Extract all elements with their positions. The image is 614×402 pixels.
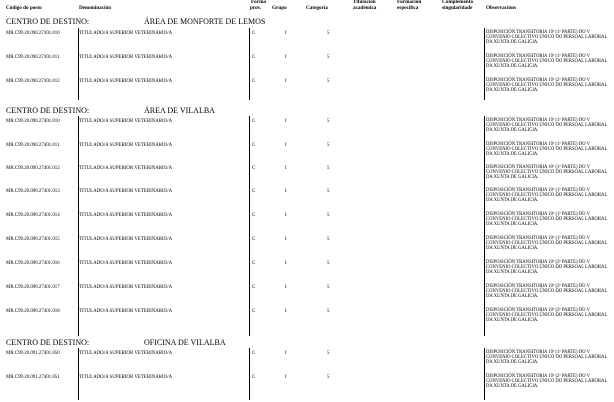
cell-forma-prov: C (252, 119, 256, 124)
section-heading (6, 338, 226, 347)
column-rule (78, 116, 79, 336)
cell-categoria: 5 (327, 237, 330, 242)
cell-denominacion: TITULADO/A SUPERIOR VETERINARIO/A (79, 237, 173, 242)
cell-grupo: I (285, 285, 287, 290)
cell-grupo: I (285, 119, 287, 124)
header-titulacion-2: académica (353, 5, 377, 11)
cell-categoria: 5 (327, 261, 330, 266)
cell-denominacion: TITULADO/A SUPERIOR VETERINARIO/A (79, 213, 173, 218)
column-rule (78, 28, 79, 100)
cell-denominacion: TITULADO/A SUPERIOR VETERINARIO/A (79, 375, 173, 380)
header-complemento-2: singularidade (442, 5, 473, 11)
cell-categoria: 5 (327, 213, 330, 218)
cell-forma-prov: C (252, 237, 256, 242)
cell-observacions: DISPOSICIÓN TRANSITORIA 10ª (1ª PARTE) DO V CONVENIO COLECTIVO ÚNICO DO PERSOAL LABORAL DA XUNTA DE GALICIA. (486, 165, 608, 181)
cell-denominacion: TITULADO/A SUPERIOR VETERINARIO/A (79, 309, 173, 314)
cell-denominacion: TITULADO/A SUPERIOR VETERINARIO/A (79, 285, 173, 290)
cell-grupo: I (285, 261, 287, 266)
cell-observacions: DISPOSICIÓN TRANSITORIA 10ª (1ª PARTE) DO V CONVENIO COLECTIVO ÚNICO DO PERSOAL LABORAL DA XUNTA DE GALICIA. (486, 30, 608, 46)
cell-grupo: I (285, 143, 287, 148)
column-rule (484, 28, 485, 100)
cell-forma-prov: C (252, 309, 256, 314)
cell-grupo: I (285, 55, 287, 60)
section-prefix: CENTRO DE DESTINO: (6, 338, 90, 347)
cell-observacions: DISPOSICIÓN TRANSITORIA 10ª (2ª PARTE) DO V CONVENIO COLECTIVO ÚNICO DO PERSOAL LABORAL DA XUNTA DE GALICIA. (486, 78, 608, 94)
column-rule (249, 116, 250, 336)
cell-categoria: 5 (327, 55, 330, 60)
cell-grupo: I (285, 189, 287, 194)
cell-codigo: MR.C99.20.090.27401.010 (6, 119, 60, 124)
cell-observacions: DISPOSICIÓN TRANSITORIA 10ª (1ª PARTE) DO V CONVENIO COLECTIVO ÚNICO DO PERSOAL LABORAL DA XUNTA DE GALICIA. (486, 212, 608, 228)
cell-denominacion: TITULADO/A SUPERIOR VETERINARIO/A (79, 31, 173, 36)
cell-forma-prov: C (252, 55, 256, 60)
column-rule (249, 348, 250, 400)
cell-observacions: DISPOSICIÓN TRANSITORIA 10ª (1ª PARTE) DO V CONVENIO COLECTIVO ÚNICO DO PERSOAL LABORAL DA XUNTA DE GALICIA. (486, 54, 608, 70)
header-forma-prov-2: prov. (250, 5, 262, 11)
header-formacion-1: Formación (397, 0, 422, 5)
cell-observacions: DISPOSICIÓN TRANSITORIA 10ª (1ª PARTE) DO V CONVENIO COLECTIVO ÚNICO DO PERSOAL LABORAL DA XUNTA DE GALICIA. (486, 350, 608, 366)
header-titulacion-1: Titulación (353, 0, 376, 5)
header-observacions: Observacións (486, 5, 516, 11)
cell-observacions: DISPOSICIÓN TRANSITORIA 10ª (2ª PARTE) DO V CONVENIO COLECTIVO ÚNICO DO PERSOAL LABORAL DA XUNTA DE GALICIA. (486, 260, 608, 276)
cell-categoria: 5 (327, 79, 330, 84)
header-complemento-1: Complemento (442, 0, 474, 5)
cell-grupo: I (285, 166, 287, 171)
cell-grupo: I (285, 213, 287, 218)
section-name: ÁREA DE MONFORTE DE LEMOS (144, 17, 266, 26)
cell-observacions: DISPOSICIÓN TRANSITORIA 10ª (2ª PARTE) DO V CONVENIO COLECTIVO ÚNICO DO PERSOAL LABORAL DA XUNTA DE GALICIA. (486, 374, 608, 390)
cell-grupo: I (285, 309, 287, 314)
cell-observacions: DISPOSICIÓN TRANSITORIA 10ª (1ª PARTE) DO V CONVENIO COLECTIVO ÚNICO DO PERSOAL LABORAL DA XUNTA DE GALICIA. (486, 142, 608, 158)
cell-forma-prov: C (252, 189, 256, 194)
column-rule (484, 348, 485, 400)
cell-categoria: 5 (327, 166, 330, 171)
cell-observacions: DISPOSICIÓN TRANSITORIA 10ª (2ª PARTE) DO V CONVENIO COLECTIVO ÚNICO DO PERSOAL LABORAL DA XUNTA DE GALICIA. (486, 284, 608, 300)
cell-categoria: 5 (327, 375, 330, 380)
column-rule (484, 116, 485, 336)
cell-categoria: 5 (327, 285, 330, 290)
header-codigo: Código do posto (6, 5, 42, 11)
cell-observacions: DISPOSICIÓN TRANSITORIA 10ª (1ª PARTE) DO V CONVENIO COLECTIVO ÚNICO DO PERSOAL LABORAL DA XUNTA DE GALICIA. (486, 118, 608, 134)
section-name: ÁREA DE VILALBA (144, 106, 215, 115)
column-rule (249, 28, 250, 100)
cell-denominacion: TITULADO/A SUPERIOR VETERINARIO/A (79, 143, 173, 148)
cell-categoria: 5 (327, 189, 330, 194)
cell-categoria: 5 (327, 31, 330, 36)
cell-denominacion: TITULADO/A SUPERIOR VETERINARIO/A (79, 261, 173, 266)
cell-denominacion: TITULADO/A SUPERIOR VETERINARIO/A (79, 166, 173, 171)
cell-forma-prov: C (252, 213, 256, 218)
cell-forma-prov: C (252, 31, 256, 36)
section-prefix: CENTRO DE DESTINO: (6, 17, 90, 26)
header-formacion-2: específica (397, 5, 419, 11)
cell-grupo: I (285, 79, 287, 84)
cell-grupo: I (285, 375, 287, 380)
cell-observacions: DISPOSICIÓN TRANSITORIA 10ª (2ª PARTE) DO V CONVENIO COLECTIVO ÚNICO DO PERSOAL LABORAL DA XUNTA DE GALICIA. (486, 308, 608, 324)
cell-grupo: I (285, 31, 287, 36)
cell-observacions: DISPOSICIÓN TRANSITORIA 10ª (1ª PARTE) DO V CONVENIO COLECTIVO ÚNICO DO PERSOAL LABORAL DA XUNTA DE GALICIA. (486, 188, 608, 204)
header-grupo: Grupo (272, 5, 287, 11)
cell-categoria: 5 (327, 351, 330, 356)
cell-grupo: I (285, 237, 287, 242)
cell-forma-prov: C (252, 79, 256, 84)
cell-grupo: I (285, 351, 287, 356)
cell-forma-prov: C (252, 143, 256, 148)
header-denominacion: Denominación (79, 5, 111, 11)
cell-codigo: MR.C99.20.091.27401.050 (6, 351, 60, 356)
section-name: OFICINA DE VILALBA (144, 338, 226, 347)
section-heading (6, 17, 266, 26)
cell-codigo: MR.C99.20.090.27401.013 (6, 189, 60, 194)
cell-forma-prov: C (252, 285, 256, 290)
cell-codigo: MR.C99.20.090.27301.012 (6, 79, 60, 84)
cell-categoria: 5 (327, 119, 330, 124)
cell-denominacion: TITULADO/A SUPERIOR VETERINARIO/A (79, 351, 173, 356)
cell-denominacion: TITULADO/A SUPERIOR VETERINARIO/A (79, 189, 173, 194)
cell-codigo: MR.C99.20.091.27401.051 (6, 375, 60, 380)
cell-codigo: MR.C99.20.090.27401.018 (6, 309, 60, 314)
header-categoria: Categoría (306, 5, 328, 11)
section-heading (6, 106, 215, 115)
cell-denominacion: TITULADO/A SUPERIOR VETERINARIO/A (79, 55, 173, 60)
header-forma-prov-1: Forma (251, 0, 266, 5)
cell-codigo: MR.C99.20.090.27301.011 (6, 55, 60, 60)
cell-denominacion: TITULADO/A SUPERIOR VETERINARIO/A (79, 79, 173, 84)
section-prefix: CENTRO DE DESTINO: (6, 106, 90, 115)
cell-codigo: MR.C99.20.090.27401.011 (6, 143, 60, 148)
cell-forma-prov: C (252, 166, 256, 171)
cell-denominacion: TITULADO/A SUPERIOR VETERINARIO/A (79, 119, 173, 124)
cell-codigo: MR.C99.20.090.27401.012 (6, 166, 60, 171)
cell-categoria: 5 (327, 143, 330, 148)
cell-codigo: MR.C99.20.090.27401.015 (6, 237, 60, 242)
cell-forma-prov: C (252, 261, 256, 266)
cell-forma-prov: C (252, 375, 256, 380)
cell-codigo: MR.C99.20.090.27301.010 (6, 31, 60, 36)
cell-forma-prov: C (252, 351, 256, 356)
cell-codigo: MR.C99.20.090.27401.014 (6, 213, 60, 218)
cell-categoria: 5 (327, 309, 330, 314)
cell-codigo: MR.C99.20.090.27401.016 (6, 261, 60, 266)
cell-codigo: MR.C99.20.090.27401.017 (6, 285, 60, 290)
cell-observacions: DISPOSICIÓN TRANSITORIA 10ª (1ª PARTE) DO V CONVENIO COLECTIVO ÚNICO DO PERSOAL LABORAL DA XUNTA DE GALICIA. (486, 236, 608, 252)
